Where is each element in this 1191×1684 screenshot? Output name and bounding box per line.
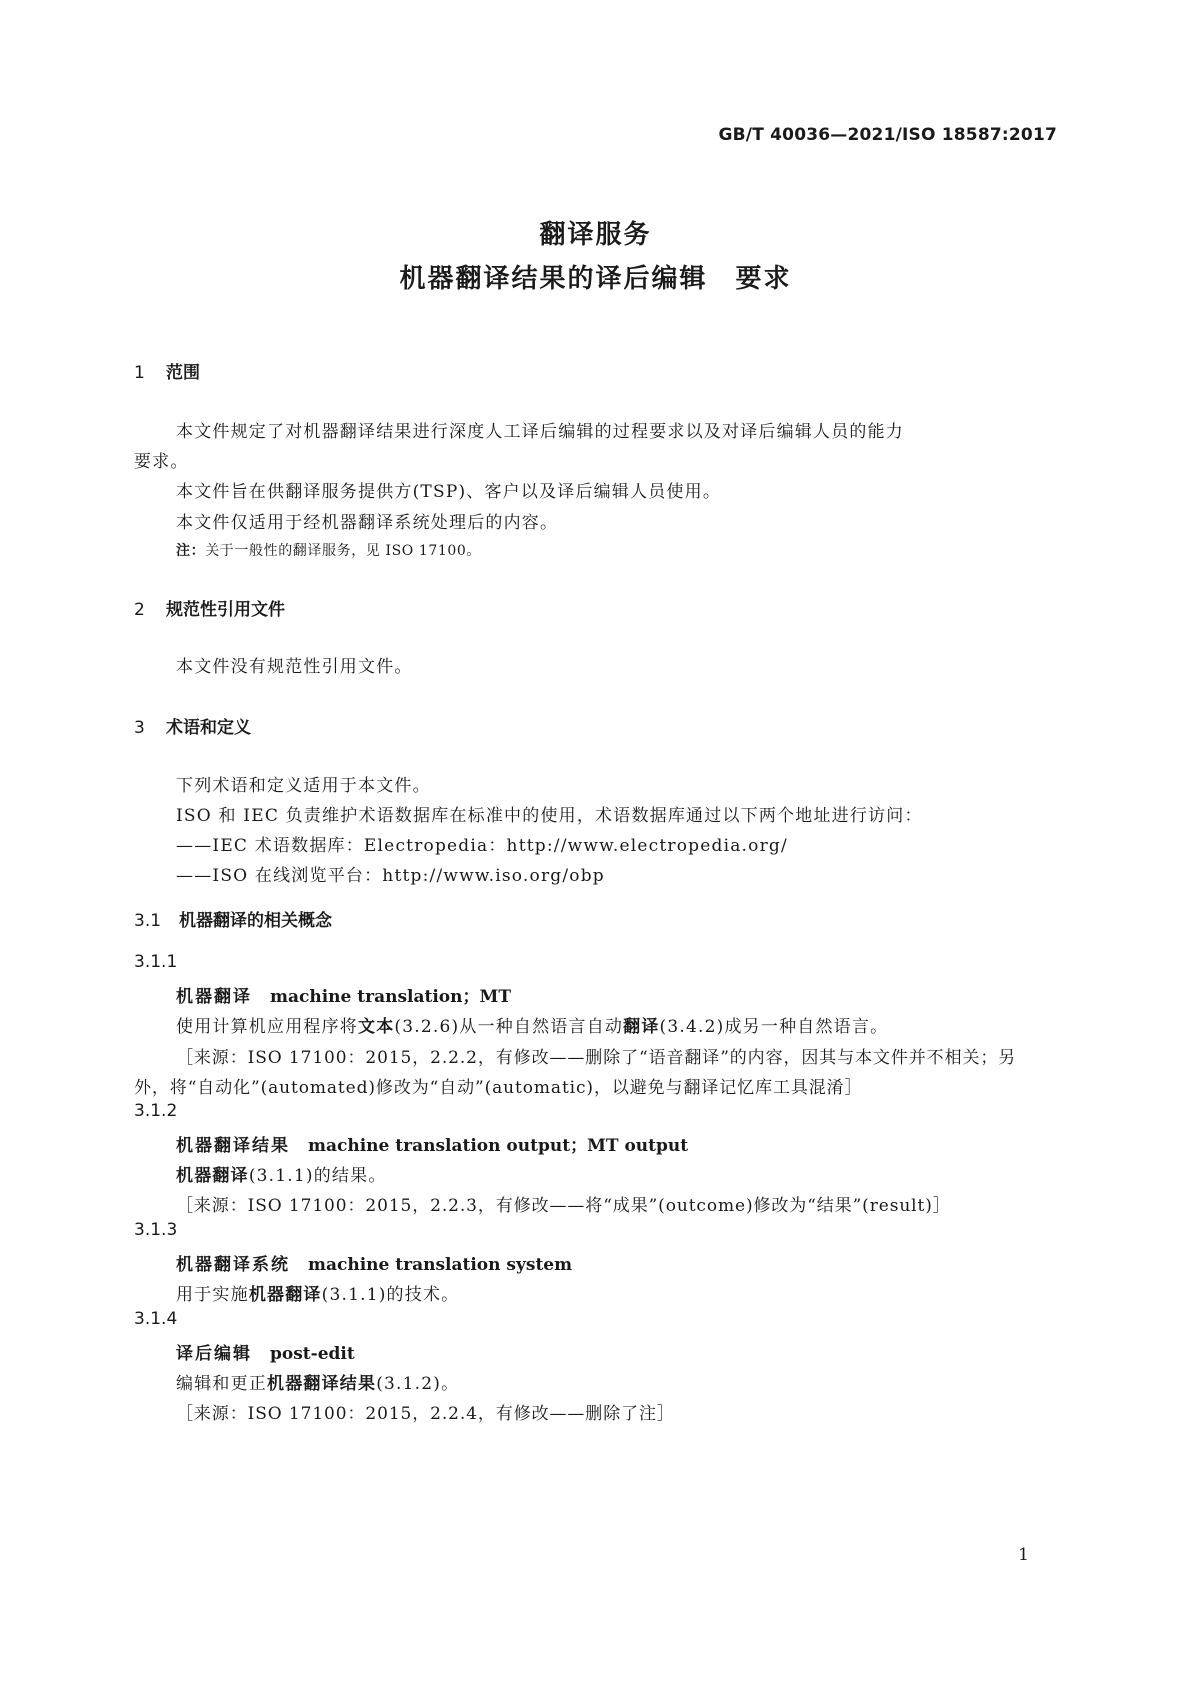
note-label: 注： [176,543,206,559]
term-3-1-2-source: ［来源：ISO 17100：2015，2.2.3，有修改——将“成果”(outcome)修改为“结果”(result)］ [176,1196,951,1216]
section-3-iec-link: ——IEC 术语数据库：Electropedia：http://www.electropedia.org/ [176,836,788,856]
term-3-1-1-source: ［来源：ISO 17100：2015，2.2.2，有修改——删除了“语音翻译”的内容，因其与本文件并不相关；另 [176,1048,1017,1068]
section-title: 规范性引用文件 [166,600,285,620]
section-1-paragraph-3: 本文件仅适用于经机器翻译系统处理后的内容。 [176,513,559,533]
term-ref: 机器翻译 [176,1166,249,1186]
term-3-1-1-source-cont: 外，将“自动化”(automated)修改为“自动”(automatic)，以避免与翻译记忆库工具混淆］ [134,1078,863,1098]
section-1-heading [134,358,200,383]
term-en: machine translation；MT [270,987,511,1007]
term-3-1-2 [176,1131,688,1156]
term-en: post-edit [270,1344,355,1364]
term-en: machine translation system [308,1255,573,1275]
subsection-3-1-heading [134,906,332,931]
section-2-heading [134,595,285,620]
term-3-1-3-number: 3.1.3 [134,1220,178,1240]
term-3-1-1-definition [176,1012,888,1037]
section-3-paragraph-2: ISO 和 IEC 负责维护术语数据库在标准中的使用，术语数据库通过以下两个地址进行访问： [176,806,923,826]
term-ref: 机器翻译 [248,1285,322,1305]
standard-code-header: GB/T 40036—2021/ISO 18587:2017 [718,125,1057,145]
text: (3.1.1)的技术。 [321,1285,460,1305]
section-number: 2 [134,600,145,620]
term-en: machine translation output；MT output [308,1136,689,1156]
text: (3.2.6)从一种自然语言自动 [394,1017,624,1037]
section-3-paragraph-1: 下列术语和定义适用于本文件。 [176,776,431,796]
section-2-paragraph-1: 本文件没有规范性引用文件。 [176,657,413,677]
text: 用于实施 [176,1285,249,1305]
term-ref: 机器翻译结果 [267,1374,377,1394]
term-3-1-4 [176,1339,355,1364]
term-3-1-1 [176,982,511,1007]
text: (3.1.2)。 [376,1374,460,1394]
term-3-1-2-number: 3.1.2 [134,1101,178,1121]
section-3-iso-link: ——ISO 在线浏览平台：http://www.iso.org/obp [176,866,605,886]
text: 编辑和更正 [176,1374,267,1394]
term-3-1-1-number: 3.1.1 [134,952,178,972]
term-3-1-4-source: ［来源：ISO 17100：2015，2.2.4，有修改——删除了注］ [176,1404,675,1424]
text: (3.1.1)的结果。 [248,1166,387,1186]
section-title: 范围 [166,363,200,383]
term-zh: 译后编辑 [176,1344,252,1364]
section-1-paragraph-2: 本文件旨在供翻译服务提供方(TSP)、客户以及译后编辑人员使用。 [176,482,722,502]
term-ref: 翻译 [623,1017,660,1037]
note-text: 关于一般性的翻译服务，见 ISO 17100。 [205,543,482,559]
page-number: 1 [1018,1545,1029,1565]
term-3-1-3-definition [176,1280,459,1305]
section-3-heading [134,713,251,738]
section-1-paragraph-1-cont: 要求。 [134,452,189,472]
term-ref: 文本 [358,1017,395,1037]
section-title: 术语和定义 [166,718,251,738]
term-3-1-4-definition [176,1369,459,1394]
section-number: 3.1 [134,911,162,931]
term-zh: 机器翻译系统 [176,1255,290,1275]
term-zh: 机器翻译结果 [176,1136,290,1156]
document-title-line2: 机器翻译结果的译后编辑 要求 [399,264,792,294]
text: 使用计算机应用程序将 [176,1017,358,1037]
section-1-note [176,540,481,560]
document-title-line1: 翻译服务 [539,220,652,250]
text: (3.4.2)成另一种自然语言。 [659,1017,889,1037]
section-number: 3 [134,718,145,738]
section-title: 机器翻译的相关概念 [179,911,332,931]
section-1-paragraph-1: 本文件规定了对机器翻译结果进行深度人工译后编辑的过程要求以及对译后编辑人员的能力 [176,422,904,442]
term-3-1-2-definition [176,1161,387,1186]
term-3-1-4-number: 3.1.4 [134,1309,178,1329]
section-number: 1 [134,363,145,383]
term-zh: 机器翻译 [176,987,252,1007]
term-3-1-3 [176,1250,572,1275]
